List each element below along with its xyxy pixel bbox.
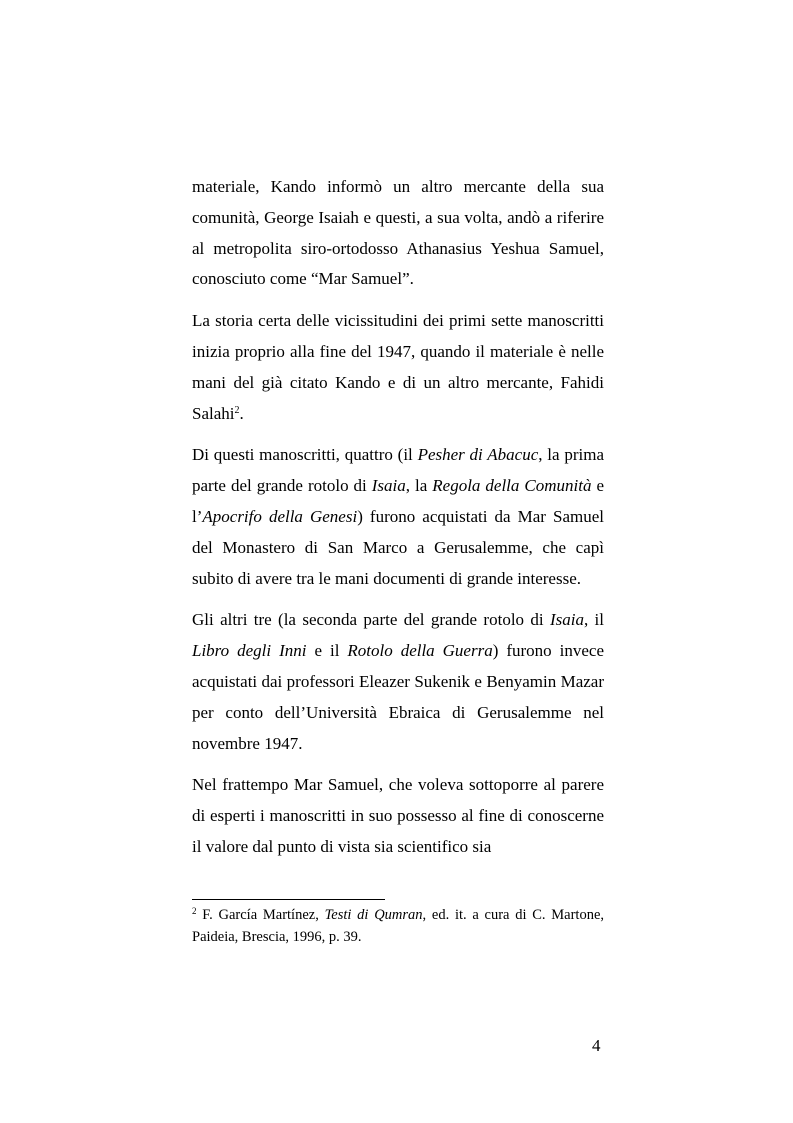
text-run: , ed. it. a cura di C. Martone, Paideia, Brescia, 1996, p. 39.	[192, 907, 605, 945]
text-run: .	[239, 403, 244, 423]
italic-title: Libro degli Inni	[192, 641, 307, 661]
italic-title: Rotolo della Guerra	[347, 641, 493, 661]
footnote-ref: 2	[234, 404, 240, 416]
footnote-2	[192, 904, 604, 948]
page-number: 4	[592, 1036, 601, 1055]
text-run: La storia certa delle vicissitudini dei primi sette manoscritti inizia proprio alla fine del 1947, quando il materiale è nelle mani del già citato Kando e di un altro mercante, Fahidi Salahi	[192, 311, 604, 423]
italic-title: Isaia	[549, 610, 584, 630]
text-run: e l’	[192, 476, 604, 526]
text-run: Di questi manoscritti, quattro (il	[192, 445, 418, 465]
text-run: , la	[405, 476, 433, 496]
text-run: F. García Martínez,	[196, 907, 325, 923]
footnote-ref: 2	[192, 906, 197, 916]
text-run: materiale, Kando informò un altro mercante della sua comunità, George Isaiah e questi, a sua volta, andò a riferire al metropolita siro-ortodosso Athanasius Yeshua Samuel, conosciuto come “Mar Samuel”.	[192, 177, 604, 289]
italic-title: Apocrifo della Genesi	[202, 506, 358, 526]
italic-title: Pesher di Abacuc	[417, 445, 539, 465]
text-run: , il	[583, 610, 604, 630]
italic-title: Testi di Qumran	[324, 907, 423, 923]
italic-title: Regola della Comunità	[432, 476, 592, 496]
paragraph-5	[192, 770, 604, 862]
paragraph-3	[192, 440, 604, 594]
paragraph-4	[192, 605, 604, 759]
text-run: ) furono acquistati da Mar Samuel del Monastero di San Marco a Gerusalemme, che capì subito di avere tra le mani documenti di grande interesse.	[192, 506, 604, 588]
footnote-separator	[192, 899, 385, 900]
text-run: ) furono invece acquistati dai professori Eleazer Sukenik e Benyamin Mazar per conto dell’Università Ebraica di Gerusalemme nel novembre 1947.	[192, 641, 604, 753]
paragraph-2	[192, 306, 604, 429]
text-run: , la prima parte del grande rotolo di	[192, 445, 605, 496]
paragraph-1	[192, 172, 604, 295]
italic-title: Isaia	[371, 476, 406, 496]
document-body	[192, 172, 604, 874]
text-run: Nel frattempo Mar Samuel, che voleva sottoporre al parere di esperti i manoscritti in suo possesso al fine di conoscerne il valore dal punto di vista sia scientifico sia	[192, 775, 604, 856]
text-run: Gli altri tre (la seconda parte del grande rotolo di	[192, 610, 550, 630]
text-run: e il	[306, 641, 348, 661]
